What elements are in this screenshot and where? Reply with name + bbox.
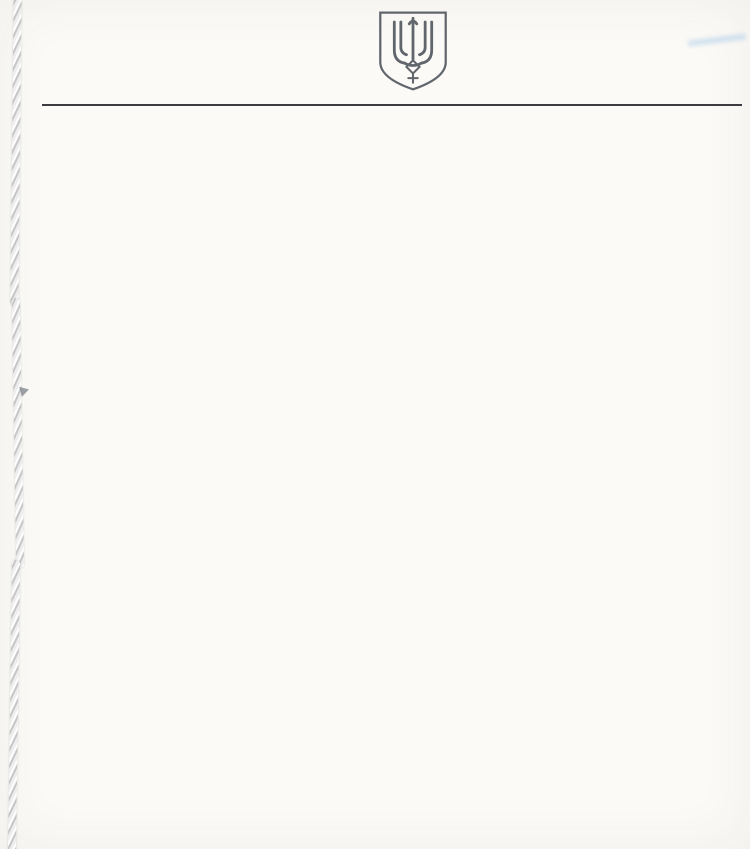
header-divider	[42, 104, 742, 106]
binding-thread-segment	[8, 560, 20, 849]
emblem-row	[68, 6, 718, 94]
binding-thread-knot	[17, 387, 29, 398]
document-content	[0, 0, 750, 154]
ukraine-trident-emblem	[369, 8, 457, 94]
binding-thread-segment	[12, 298, 24, 568]
